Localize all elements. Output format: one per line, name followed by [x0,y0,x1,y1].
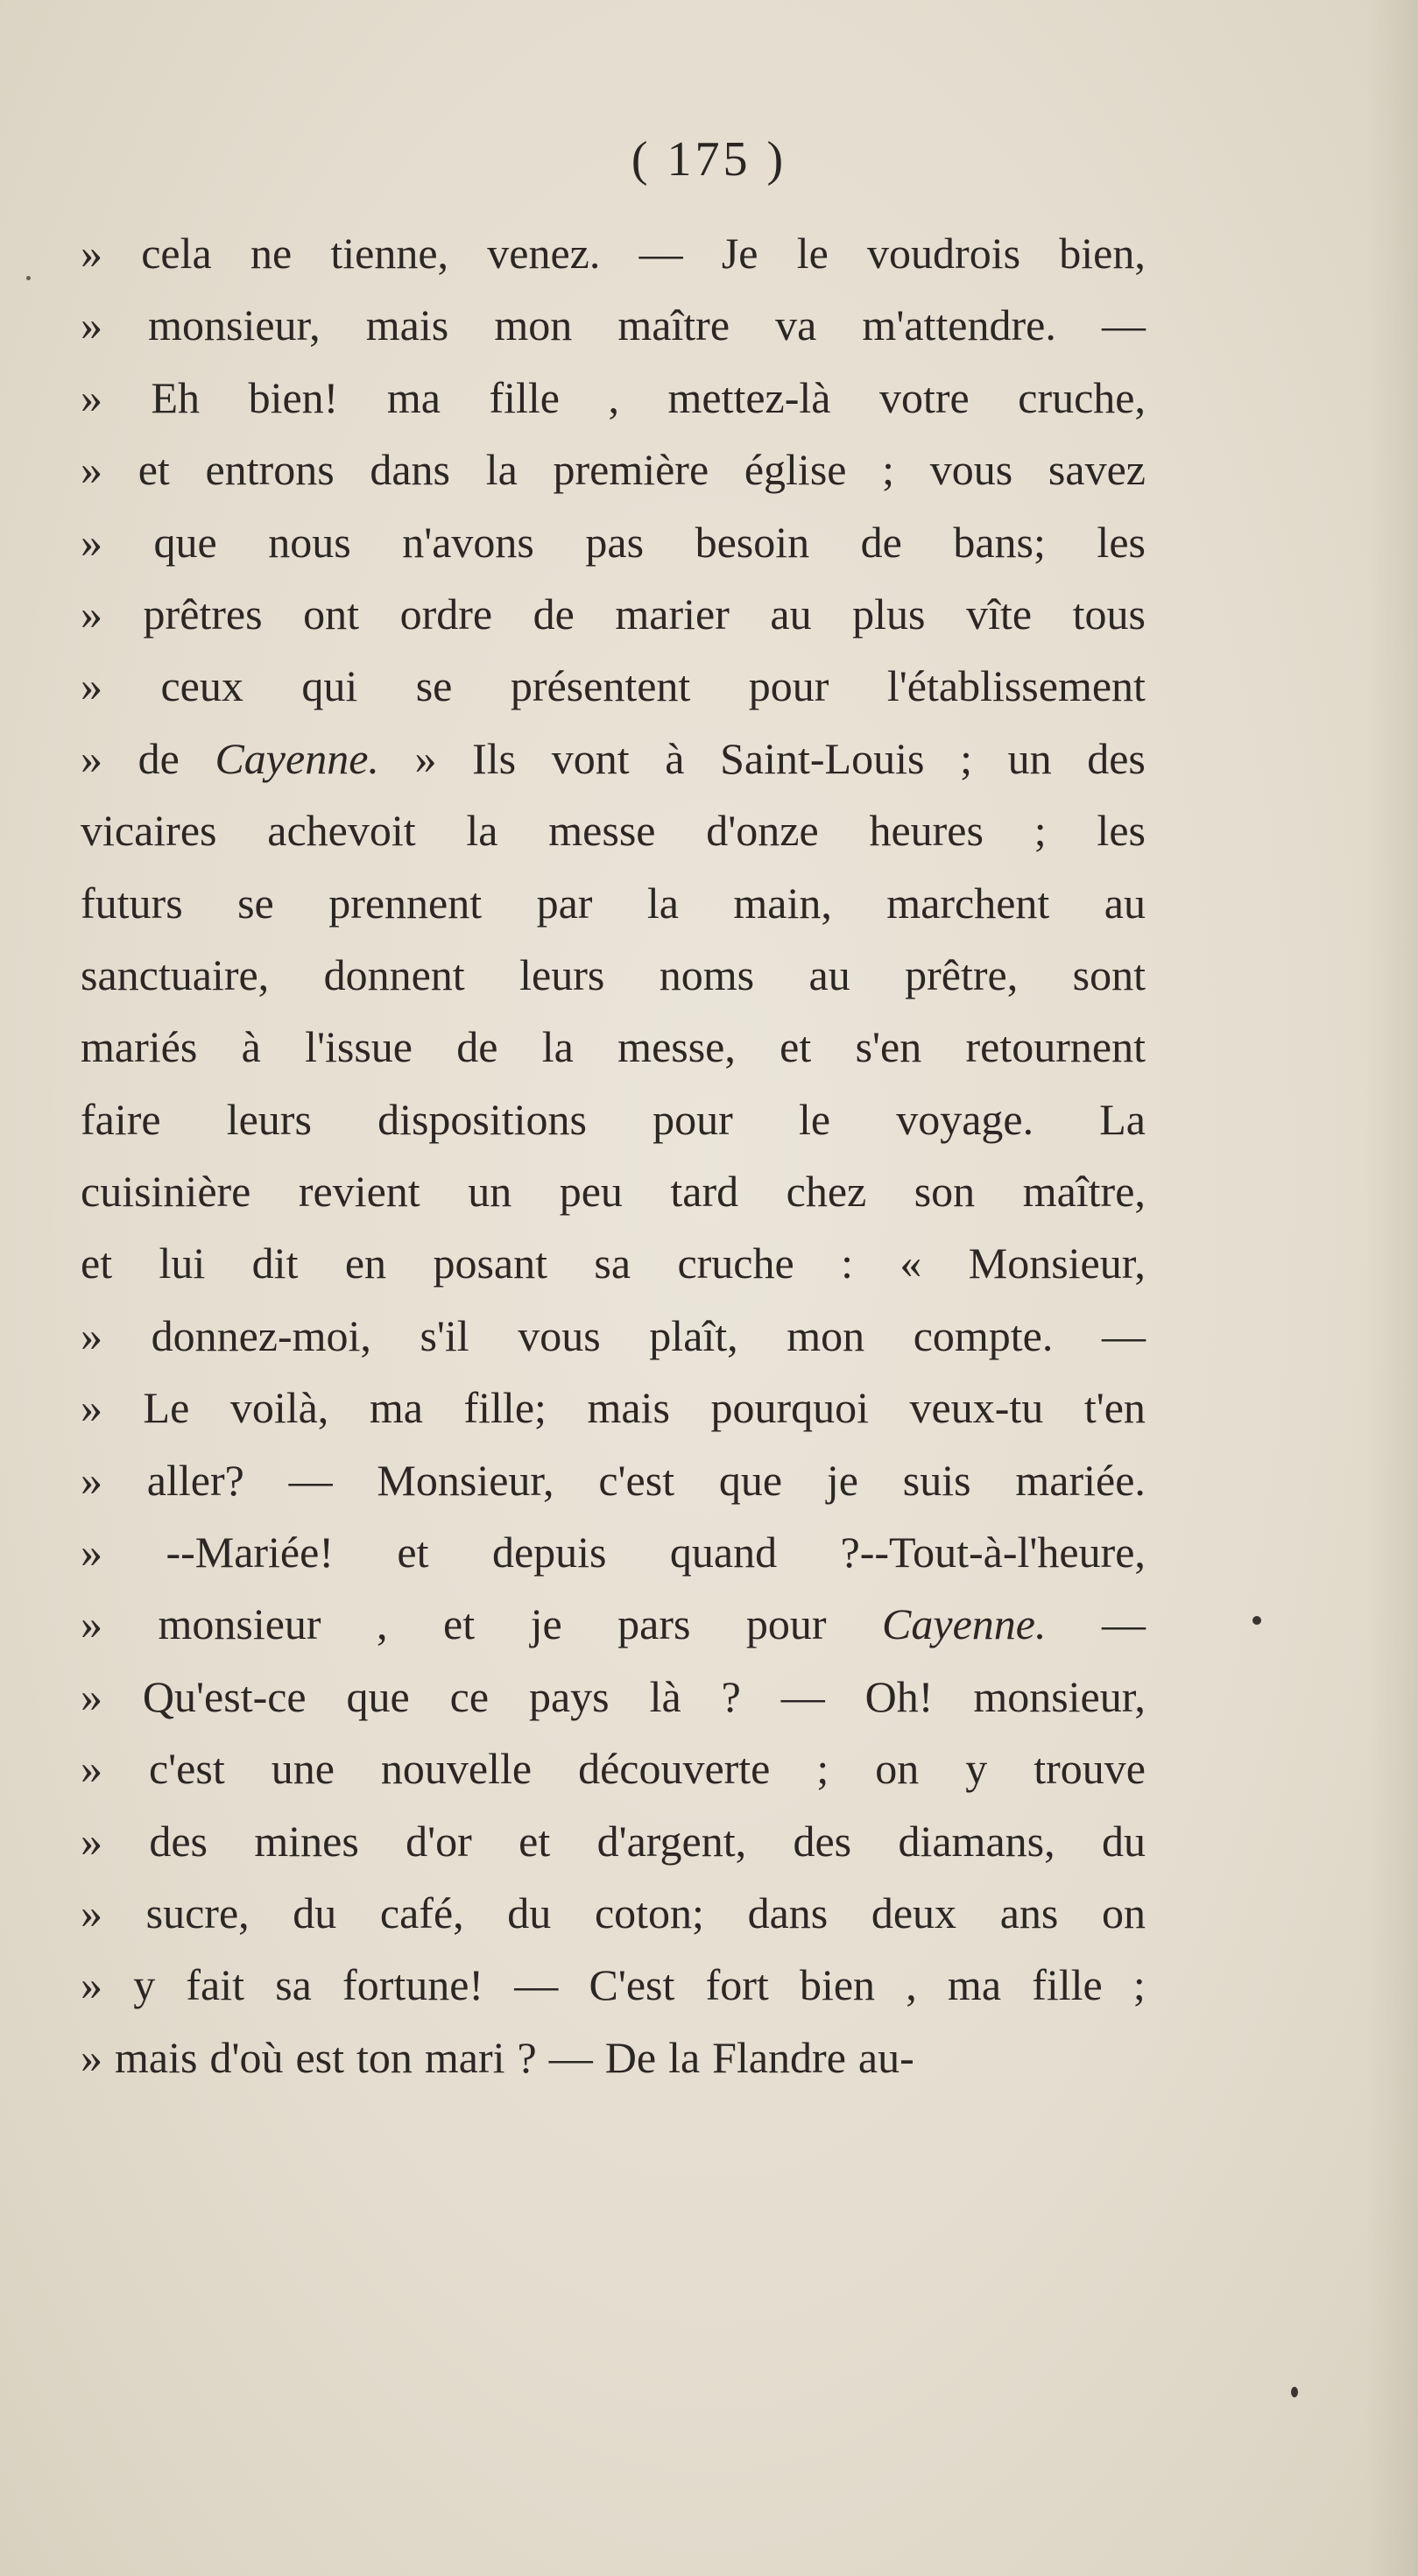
word: pour [745,1599,827,1649]
word: » [81,300,102,350]
word: savez [1048,445,1146,495]
word: mais [115,2032,198,2082]
word: dispositions [377,1094,588,1144]
word: un [468,1167,512,1217]
word: chez [786,1167,867,1217]
word: sucre, [145,1888,250,1937]
word: trouve [1034,1744,1146,1794]
word: la [668,2032,701,2082]
word: , [608,372,619,422]
text-line [81,1516,1146,1588]
word: vont [551,733,630,783]
word: vous [518,1310,601,1360]
ink-speck [1291,2387,1298,2397]
word: à [665,733,685,783]
word: la [646,878,679,928]
word: ? [721,1671,741,1721]
word: Ils [472,733,517,783]
word: compte. [913,1310,1054,1360]
word: de [138,733,180,783]
word: pour [748,661,829,711]
word: messe, [617,1022,736,1072]
text-line [81,1011,1146,1083]
text-line [81,1733,1146,1804]
word: la [466,806,498,856]
word: mon [787,1310,865,1360]
word: fille [489,372,560,422]
word: première [553,445,709,495]
word: fortune! [342,1960,484,2010]
word: besoin [695,517,810,567]
word: ceux [160,661,243,711]
word: main, [733,878,832,928]
word: que [153,517,217,567]
ink-speck [1252,1616,1261,1625]
word: y [133,1960,156,2010]
word: sa [275,1960,312,2010]
text-line [81,1300,1146,1372]
word: » [81,517,102,567]
word: — [288,1455,333,1505]
word: ; [1034,806,1047,856]
word: le [796,229,829,278]
word: Monsieur, [968,1239,1146,1288]
word: Flandre [712,2032,846,2082]
word: tienne, [330,229,449,278]
word: et [443,1599,476,1649]
word: voilà, [229,1383,329,1433]
word: vicaires [81,806,217,856]
word: » [81,589,102,639]
word: deux [871,1888,957,1937]
word: bans; [953,517,1046,567]
word: ; [882,445,895,495]
body-text [81,217,1146,2093]
word: mines [254,1816,359,1866]
word: leurs [519,949,605,999]
word: C'est [589,1960,675,2010]
word: et [138,445,170,495]
word: — [548,2032,593,2082]
word: monsieur, [973,1671,1146,1721]
word: pour [653,1094,733,1144]
word: mettez-là [667,372,831,422]
word: « [899,1239,922,1288]
word: peu [559,1167,623,1217]
word: c'est [598,1455,675,1505]
text-line [81,1949,1146,2021]
word: nous [268,517,351,567]
word: vîte [966,589,1033,639]
word: de [860,517,902,567]
word: sa [594,1239,631,1288]
text-line [81,506,1146,578]
word: » [81,445,102,495]
word: » [81,733,102,783]
word: marchent [886,878,1050,928]
word: Cayenne. [215,733,379,783]
word: au- [857,2032,914,2082]
word: de [533,589,575,639]
word: Qu'est-ce [142,1671,307,1721]
word: sanctuaire, [81,949,270,999]
word: votre [879,372,970,422]
word: découverte [578,1744,771,1794]
word: coton; [594,1888,704,1937]
word: est [295,2032,344,2082]
word: ? [517,2032,537,2082]
text-line [81,650,1146,722]
text-line [81,723,1146,794]
word: son [914,1167,976,1217]
word: c'est [148,1744,225,1794]
word: — [1101,300,1146,350]
word: » [81,2032,102,2082]
word: prêtres [143,589,263,639]
word: le [798,1094,831,1144]
word: donnez-moi, [151,1310,371,1360]
word: » [81,1528,102,1577]
word: ans [999,1888,1059,1937]
word: s'en [855,1022,922,1072]
word: et [81,1239,113,1288]
word: la [541,1022,574,1072]
word: Eh [151,372,201,422]
text-line [81,1444,1146,1516]
word: ordre [399,589,493,639]
word: on [875,1744,920,1794]
text-line [81,1877,1146,1949]
word: — [514,1960,559,2010]
word: et [519,1816,551,1866]
text-line [81,362,1146,434]
word: fille; [463,1383,547,1433]
word: maître [617,300,730,350]
word: cela [141,229,212,278]
word: » [81,1455,102,1505]
word: La [1099,1094,1146,1144]
word: voyage. [896,1094,1034,1144]
word: ont [303,589,360,639]
word: les [1097,806,1146,856]
word: prêtre, [905,949,1019,999]
word: cruche, [1018,372,1146,422]
word: maître, [1022,1167,1146,1217]
word: ma [947,1960,1002,2010]
word: --Mariée! [166,1528,334,1577]
word: mariée. [1015,1455,1146,1505]
text-line [81,1155,1146,1227]
word: Monsieur, [377,1455,554,1505]
word: pourquoi [710,1383,869,1433]
word: Saint-Louis [720,733,925,783]
word: je [530,1599,562,1649]
word: ; [960,733,972,783]
word: des [793,1816,852,1866]
word: les [1097,517,1146,567]
word: bien! [248,372,339,422]
word: plus [852,589,926,639]
word: des [1087,733,1146,783]
word: » [81,661,102,711]
word: prennent [328,878,483,928]
word: — [1101,1310,1146,1360]
word: heures [869,806,984,856]
word: fort [705,1960,769,2010]
word: » [81,1671,102,1721]
word: des [149,1816,208,1866]
word: achevoit [267,806,416,856]
word: mais [365,300,449,350]
word: faire [81,1094,161,1144]
word: Je [721,229,758,278]
word: pars [617,1599,691,1649]
text-line [81,1805,1146,1877]
ink-speck [26,276,31,280]
word: ; [1132,1960,1146,2010]
text-line [81,1661,1146,1733]
word: veux-tu [909,1383,1044,1433]
word: futurs [81,878,183,928]
word: ?--Tout-à-l'heure, [840,1528,1146,1577]
word: sont [1072,949,1146,999]
text-line [81,289,1146,361]
word: en [344,1239,387,1288]
word: ton [356,2032,413,2082]
word: tard [670,1167,739,1217]
word: » [81,229,102,278]
word: ne [250,229,293,278]
word: monsieur, [148,300,321,350]
word: mon [494,300,573,350]
text-line [81,794,1146,866]
word: là [649,1671,681,1721]
word: par [536,878,593,928]
word: depuis [491,1528,607,1577]
word: vous [929,445,1013,495]
word: Cayenne. [882,1599,1047,1649]
word: » [414,733,437,783]
word: va [775,300,817,350]
word: du [1101,1816,1146,1866]
word: de [456,1022,498,1072]
word: dit [251,1239,299,1288]
word: Oh! [864,1671,934,1721]
word: église [744,445,847,495]
word: au [808,949,850,999]
word: n'avons [402,517,534,567]
word: : [841,1239,853,1288]
word: posant [433,1239,547,1288]
word: fille [1032,1960,1103,2010]
word: du [507,1888,552,1937]
word: au [770,589,812,639]
word: venez. [487,229,601,278]
word: y [965,1744,988,1794]
word: et [780,1022,812,1072]
word: que [346,1671,410,1721]
word: voudrois [867,229,1021,278]
text-line [81,1083,1146,1155]
word: lui [159,1239,206,1288]
word: » [81,1816,102,1866]
word: bien, [1059,229,1146,278]
word: ce [449,1671,490,1721]
word: leurs [226,1094,312,1144]
word: — [1101,1599,1146,1649]
word: revient [298,1167,420,1217]
word: d'où [209,2032,284,2082]
word: » [81,1383,102,1433]
word: » [81,1599,102,1649]
text-line [81,1227,1146,1299]
text-line [81,1372,1146,1443]
word: au [1104,878,1146,928]
word: quand [669,1528,778,1577]
word: je [826,1455,858,1505]
word: mariés [81,1022,198,1072]
word: m'attendre. [862,300,1056,350]
page-edge-shadow [1365,0,1418,2576]
word: noms [659,949,755,999]
word: , [377,1599,388,1649]
word: d'or [406,1816,472,1866]
word: pas [585,517,645,567]
word: nouvelle [380,1744,533,1794]
word: monsieur [158,1599,321,1649]
word: fait [186,1960,245,2010]
word: d'onze [706,806,819,856]
word: du [293,1888,337,1937]
word: dans [747,1888,829,1937]
word: ma [369,1383,423,1433]
word: présentent [510,661,691,711]
word: retournent [965,1022,1146,1072]
word: » [81,372,102,422]
word: d'argent, [596,1816,747,1866]
word: l'issue [305,1022,413,1072]
word: , [906,1960,917,2010]
word: — [638,229,683,278]
word: une [271,1744,335,1794]
text-line [81,1588,1146,1660]
text-line [81,867,1146,939]
word: aller? [146,1455,244,1505]
word: se [237,878,274,928]
page-number: ( 175 ) [631,132,787,187]
word: Le [143,1383,190,1433]
word: on [1102,1888,1146,1937]
word: café, [379,1888,464,1937]
word: donnent [323,949,465,999]
word: t'en [1083,1383,1146,1433]
word: bien [799,1960,876,2010]
word: l'établissement [886,661,1146,711]
word: De [604,2032,657,2082]
word: se [415,661,453,711]
word: mais [587,1383,670,1433]
text-line [81,2022,1146,2093]
word: » [81,1310,102,1360]
word: que [718,1455,783,1505]
word: à [241,1022,261,1072]
word: » [81,1888,102,1937]
word: mari [424,2032,505,2082]
word: plaît, [649,1310,738,1360]
text-line [81,578,1146,650]
word: un [1007,733,1052,783]
word: dans [370,445,451,495]
word: diamans, [898,1816,1055,1866]
text-line [81,434,1146,505]
word: la [485,445,518,495]
text-line [81,939,1146,1011]
word: qui [301,661,358,711]
word: messe [548,806,656,856]
word: » [81,1960,102,2010]
word: s'il [420,1310,469,1360]
word: tous [1072,589,1146,639]
word: » [81,1744,102,1794]
word: ma [386,372,441,422]
word: pays [528,1671,610,1721]
word: — [780,1671,825,1721]
word: cruche [677,1239,794,1288]
text-line [81,217,1146,289]
word: marier [615,589,730,639]
word: entrons [205,445,335,495]
word: et [397,1528,429,1577]
word: cuisinière [81,1167,251,1217]
word: ; [816,1744,829,1794]
word: suis [902,1455,971,1505]
